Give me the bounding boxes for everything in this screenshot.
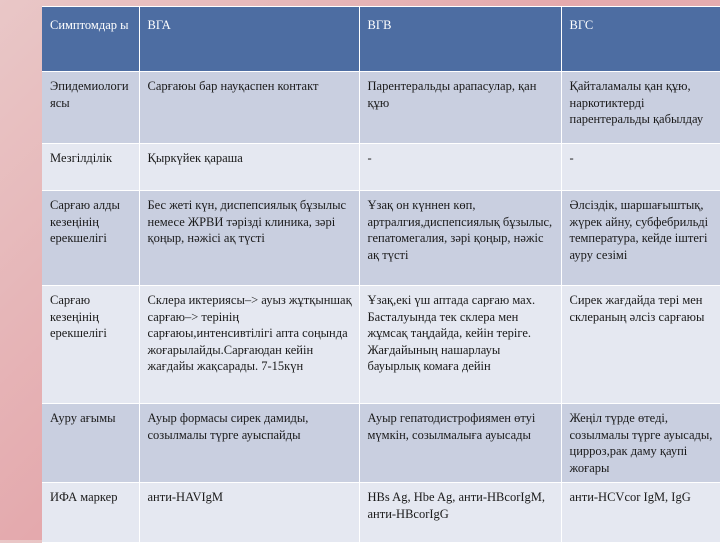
cell-vgs: Қайталамалы қан құю, наркотиктерді парентеральды қабылдау [561, 72, 720, 144]
table-row-preicteric [42, 191, 720, 286]
hepatitis-comparison-table [42, 6, 720, 543]
header-cell-vgs: ВГС [561, 7, 720, 72]
cell-vga: Бес жеті күн, диспепсиялық бұзылыс немесе ЖРВИ тәрізді клиника, зәрі қоңыр, нәжісі ақ түсті [139, 191, 359, 286]
row-label: Ауру ағымы [42, 404, 139, 483]
row-label: Эпидемиологиясы [42, 72, 139, 144]
cell-vgs: Жеңіл түрде өтеді, созылмалы түрге ауысады, цирроз,рак даму қаупі жоғары [561, 404, 720, 483]
table-row-seasonality [42, 144, 720, 191]
cell-vga: Ауыр формасы сирек дамиды, созылмалы түрге ауыспайды [139, 404, 359, 483]
cell-vgv: Ұзақ,екі үш аптада сарғаю мах. Басталуында тек склера мен жұмсақ таңдайда, кейін теріге. Жағдайының нашарлауы бауырлық комаға дейін [359, 286, 561, 404]
header-cell-symptoms: Симптомдар ы [42, 7, 139, 72]
row-label: ИФА маркер [42, 483, 139, 543]
cell-vgv: Ұзақ он күннен көп, артралгия,диспепсиялық бұзылыс, гепатомегалия, зәрі қоңыр, нәжіс ақ түсті [359, 191, 561, 286]
cell-vgs: Әлсіздік, шаршағыштық, жүрек айну, субфебрильді температура, кейде іштегі ауру сезімі [561, 191, 720, 286]
header-cell-vga: ВГА [139, 7, 359, 72]
cell-vga: Склера иктериясы–> ауыз жұтқыншақ сарғаю–> терінің сарғаюы,интенсивтілігі апта соңында жоғарылайды.Сарғаюдан кейін жағдайы жақсарады. 7-15күн [139, 286, 359, 404]
cell-vgv: Ауыр гепатодистрофиямен өтуі мүмкін, созылмалыға ауысады [359, 404, 561, 483]
cell-vgv: - [359, 144, 561, 191]
row-label: Мезгілділік [42, 144, 139, 191]
cell-vga: анти-HAVIgM [139, 483, 359, 543]
table-row-ifa-marker [42, 483, 720, 543]
table-row-epidemiology [42, 72, 720, 144]
table-row-icteric [42, 286, 720, 404]
cell-vgv: HBs Ag, Hbe Ag, анти-HBcorIgM, анти-HBcorIgG [359, 483, 561, 543]
cell-vgs: Сирек жағдайда тері мен склераның әлсіз сарғаюы [561, 286, 720, 404]
table-frame [42, 6, 720, 540]
cell-vga: Сарғаюы бар науқаспен контакт [139, 72, 359, 144]
cell-vgs: - [561, 144, 720, 191]
cell-vga: Қыркүйек қараша [139, 144, 359, 191]
row-label: Сарғаю кезеңінің ерекшелігі [42, 286, 139, 404]
header-cell-vgv: ВГВ [359, 7, 561, 72]
row-label: Сарғаю алды кезеңінің ерекшелігі [42, 191, 139, 286]
cell-vgv: Парентеральды арапасулар, қан құю [359, 72, 561, 144]
cell-vgs: анти-HCVcor IgM, IgG [561, 483, 720, 543]
table-row-course [42, 404, 720, 483]
table-header-row [42, 7, 720, 72]
